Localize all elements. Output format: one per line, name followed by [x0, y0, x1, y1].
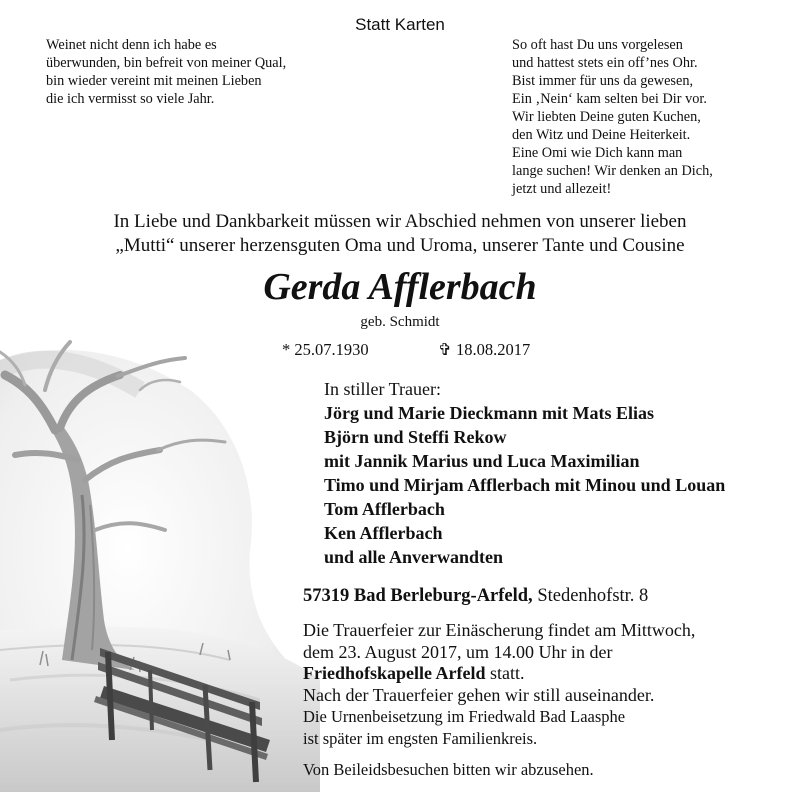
poem-line: jetzt und allezeit! — [512, 181, 612, 197]
funeral-info — [303, 620, 695, 749]
intro-line: In Liebe und Dankbarkeit müssen wir Abschied nehmen von unserer lieben — [113, 211, 687, 232]
address-street: Stedenhofstr. 8 — [537, 586, 649, 606]
poem-right — [512, 36, 792, 198]
poem-line: überwunden, bin befreit von meiner Qual, — [46, 55, 287, 71]
poem-line: bin wieder vereint mit meinen Lieben — [46, 73, 262, 89]
mourner-name: Ken Afflerbach — [324, 523, 443, 543]
poem-line: lange suchen! Wir denken an Dich, — [512, 163, 713, 179]
mourners-list — [324, 377, 725, 569]
birth-date: * 25.07.1930 — [282, 340, 369, 359]
poem-line: den Witz und Deine Heiterkeit. — [512, 127, 691, 143]
funeral-place-suffix: statt. — [485, 663, 525, 683]
poem-line: Eine Omi wie Dich kann man — [512, 145, 683, 161]
funeral-line: Nach der Trauerfeier gehen wir still auseinander. — [303, 684, 655, 705]
mourner-name: Timo und Mirjam Afflerbach mit Minou und Louan — [324, 475, 726, 495]
poem-line: So oft hast Du uns vorgelesen — [512, 37, 683, 53]
death-date: ✞ 18.08.2017 — [438, 340, 531, 359]
funeral-line: dem 23. August 2017, um 14.00 Uhr in der — [303, 641, 613, 662]
mourners-heading: In stiller Trauer: — [324, 379, 441, 399]
poem-line: Bist immer für uns da gewesen, — [512, 73, 694, 89]
funeral-line — [303, 663, 695, 685]
poem-line: Wir liebten Deine guten Kuchen, — [512, 109, 701, 125]
poem-line: Weinet nicht denn ich habe es — [46, 37, 217, 53]
mourner-name: und alle Anverwandten — [324, 547, 504, 567]
mourner-name: Björn und Steffi Rekow — [324, 427, 507, 447]
funeral-line: Die Urnenbeisetzung im Friedwald Bad Laasphe — [303, 707, 626, 726]
tree-bench-illustration — [0, 330, 320, 792]
header-title: Statt Karten — [355, 15, 445, 34]
intro-line: „Mutti“ unserer herzensguten Oma und Uroma, unserer Tante und Cousine — [115, 235, 685, 256]
poem-line: und hattest stets ein off’nes Ohr. — [512, 55, 698, 71]
funeral-place: Friedhofskapelle Arfeld — [303, 663, 486, 683]
birth-name: geb. Schmidt — [360, 314, 440, 330]
poem-line: Ein ‚Nein‘ kam selten bei Dir vor. — [512, 91, 707, 107]
address-city: 57319 Bad Berleburg-Arfeld, — [303, 586, 533, 606]
deceased-name: Gerda Afflerbach — [263, 266, 537, 308]
mourner-name: mit Jannik Marius und Luca Maximilian — [324, 451, 640, 471]
address — [303, 586, 648, 607]
closing-note: Von Beileidsbesuchen bitten wir abzusehen. — [303, 760, 594, 779]
funeral-line: Die Trauerfeier zur Einäscherung findet am Mittwoch, — [303, 620, 696, 640]
funeral-line: ist später im engsten Familienkreis. — [303, 728, 538, 748]
mourner-name: Jörg und Marie Dieckmann mit Mats Elias — [324, 403, 654, 423]
intro-text — [0, 210, 800, 258]
mourner-name: Tom Afflerbach — [324, 499, 445, 519]
poem-left — [46, 36, 366, 108]
poem-line: die ich vermisst so viele Jahr. — [46, 91, 215, 107]
